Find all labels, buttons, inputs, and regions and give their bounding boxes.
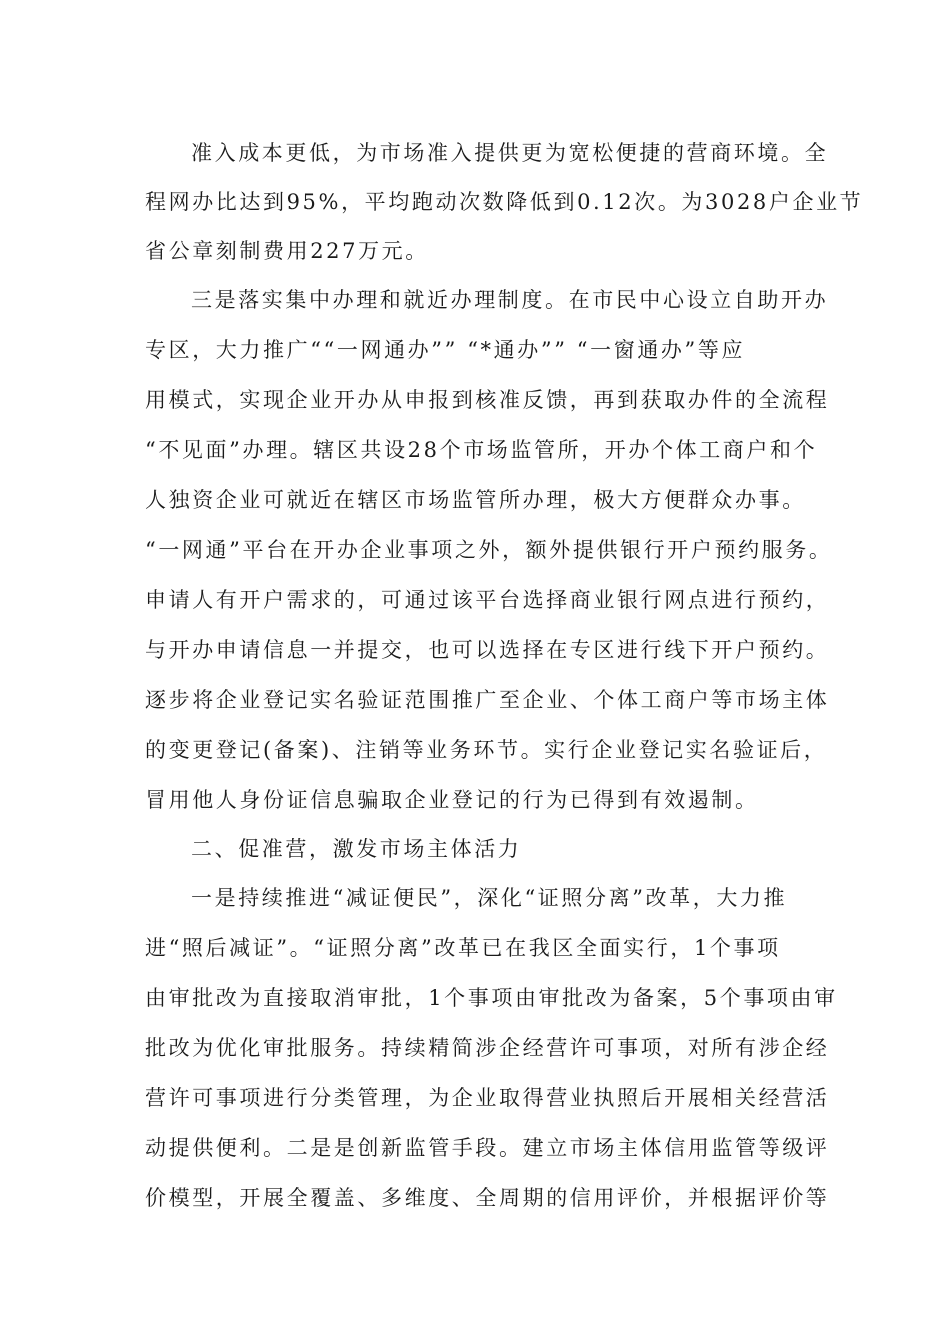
paragraph-line: 省公章刻制费用227万元。 (145, 239, 429, 263)
paragraph-line: 一是持续推进“减证便民”，深化“证照分离”改革，大力推 (191, 886, 788, 910)
paragraph-line: 程网办比达到95%，平均跑动次数降低到0.12次。为3028户企业节 (145, 190, 864, 214)
paragraph-line: 人独资企业可就近在辖区市场监管所办理，极大方便群众办事。 (145, 488, 806, 512)
paragraph-line: 逐步将企业登记实名验证范围推广至企业、个体工商户等市场主体 (145, 688, 830, 712)
paragraph-line: 动提供便利。二是是创新监管手段。建立市场主体信用监管等级评 (145, 1136, 830, 1160)
paragraph-line: 专区，大力推广““一网通办”” “*通办”” “一窗通办”等应 (145, 338, 746, 362)
paragraph-line: 营许可事项进行分类管理，为企业取得营业执照后开展相关经营活 (145, 1086, 830, 1110)
paragraph-line: 与开办申请信息一并提交，也可以选择在专区进行线下开户预约。 (145, 638, 830, 662)
section-heading: 二、促准营，激发市场主体活力 (191, 837, 522, 861)
paragraph-line: 准入成本更低，为市场准入提供更为宽松便捷的营商环境。全 (191, 141, 829, 165)
paragraph-line: 的变更登记(备案)、注销等业务环节。实行企业登记实名验证后， (145, 738, 828, 762)
paragraph-line: 批改为优化审批服务。持续精简涉企经营许可事项，对所有涉企经 (145, 1036, 830, 1060)
paragraph-line: 冒用他人身份证信息骗取企业登记的行为已得到有效遏制。 (145, 788, 759, 812)
paragraph-line: 三是落实集中办理和就近办理制度。在市民中心设立自助开办 (191, 288, 829, 312)
paragraph-line: 价模型，开展全覆盖、多维度、全周期的信用评价，并根据评价等 (145, 1186, 830, 1210)
paragraph-line: “一网通”平台在开办企业事项之外，额外提供银行开户预约服务。 (145, 538, 833, 562)
paragraph-line: 由审批改为直接取消审批，1个事项由审批改为备案，5个事项由审 (145, 986, 838, 1010)
paragraph-line: 用模式，实现企业开办从申报到核准反馈，再到获取办件的全流程 (145, 388, 830, 412)
paragraph-line: 进“照后减证”。“证照分离”改革已在我区全面实行，1个事项 (145, 936, 781, 960)
paragraph-line: 申请人有开户需求的，可通过该平台选择商业银行网点进行预约， (145, 588, 830, 612)
paragraph-line: “不见面”办理。辖区共设28个市场监管所，开办个体工商户和个 (145, 438, 818, 462)
